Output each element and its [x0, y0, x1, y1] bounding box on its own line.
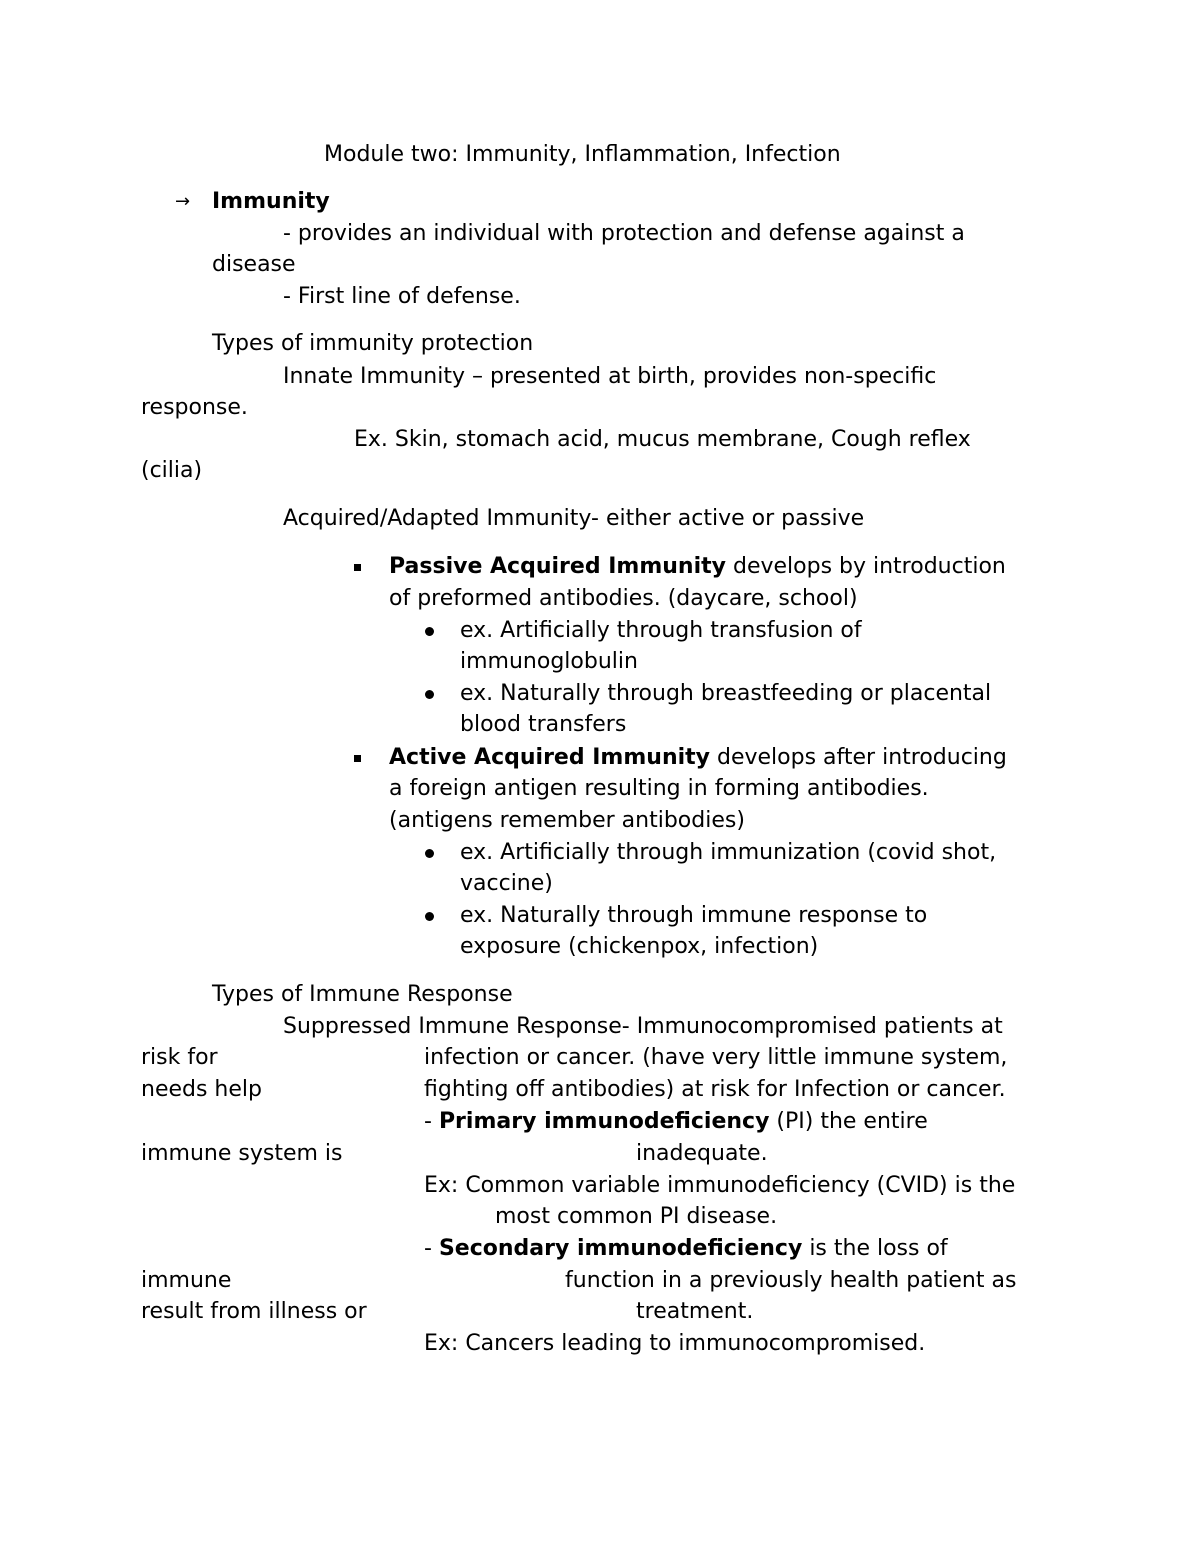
immunity-definition: - provides an individual with protection and defense against a — [283, 221, 965, 246]
innate-immunity-wrap: response. — [141, 395, 248, 420]
square-bullet-icon — [354, 755, 361, 762]
protection-heading: Types of immunity protection — [212, 331, 534, 356]
passive-acquired-item: Passive Acquired Immunity develops by introduction — [389, 554, 1006, 579]
passive-example-1-wrap: immunoglobulin — [460, 649, 638, 674]
primary-wrap: inadequate. — [636, 1141, 768, 1166]
square-bullet-icon — [354, 564, 361, 571]
secondary-wrap-1: function in a previously health patient as — [565, 1268, 1017, 1293]
passive-acquired-wrap: of preformed antibodies. (daycare, school) — [389, 586, 858, 611]
active-example-1: ex. Artificially through immunization (covid shot, — [460, 840, 997, 865]
active-acquired-item: Active Acquired Immunity develops after introducing — [389, 745, 1007, 770]
immunity-first-line: - First line of defense. — [283, 284, 521, 309]
arrow-icon: → — [175, 191, 191, 212]
active-acquired-wrap-2: (antigens remember antibodies) — [389, 808, 745, 833]
passive-example-2: ex. Naturally through breastfeeding or placental — [460, 681, 992, 706]
secondary-immunodeficiency-line: - Secondary immunodeficiency is the loss of — [424, 1236, 948, 1261]
primary-immunodeficiency-line: - Primary immunodeficiency (PI) the entire — [424, 1109, 928, 1134]
side-note-5: result from illness or — [141, 1299, 367, 1324]
bullet-icon — [425, 912, 434, 921]
bullet-icon — [425, 849, 434, 858]
bullet-icon — [425, 690, 434, 699]
innate-example: Ex. Skin, stomach acid, mucus membrane, Cough reflex — [354, 427, 971, 452]
side-note-3: immune system is — [141, 1141, 343, 1166]
acquired-immunity-line: Acquired/Adapted Immunity- either active or passive — [283, 506, 865, 531]
cvid-example-wrap: most common PI disease. — [495, 1204, 778, 1229]
immunity-definition-wrap: disease — [212, 252, 296, 277]
suppressed-wrap-2: fighting off antibodies) at risk for Infection or cancer. — [424, 1077, 1006, 1102]
side-note-1: risk for — [141, 1045, 218, 1070]
suppressed-wrap-1: infection or cancer. (have very little immune system, — [424, 1045, 1008, 1070]
response-heading: Types of Immune Response — [212, 982, 513, 1007]
side-note-2: needs help — [141, 1077, 262, 1102]
immunity-heading: Immunity — [212, 189, 330, 214]
secondary-wrap-2: treatment. — [636, 1299, 754, 1324]
cvid-example: Ex: Common variable immunodeficiency (CVID) is the — [424, 1173, 1016, 1198]
active-example-2-wrap: exposure (chickenpox, infection) — [460, 934, 819, 959]
bullet-icon — [425, 627, 434, 636]
side-note-4: immune — [141, 1268, 232, 1293]
active-acquired-wrap-1: a foreign antigen resulting in forming antibodies. — [389, 776, 929, 801]
innate-example-wrap: (cilia) — [141, 458, 203, 483]
page-title: Module two: Immunity, Inflammation, Infection — [324, 142, 841, 167]
passive-example-1: ex. Artificially through transfusion of — [460, 618, 862, 643]
cancer-example: Ex: Cancers leading to immunocompromised. — [424, 1331, 926, 1356]
active-example-2: ex. Naturally through immune response to — [460, 903, 928, 928]
innate-immunity-line: Innate Immunity – presented at birth, provides non-specific — [283, 364, 937, 389]
passive-example-2-wrap: blood transfers — [460, 712, 627, 737]
suppressed-response-line: Suppressed Immune Response- Immunocompromised patients at — [283, 1014, 1003, 1039]
active-example-1-wrap: vaccine) — [460, 871, 553, 896]
